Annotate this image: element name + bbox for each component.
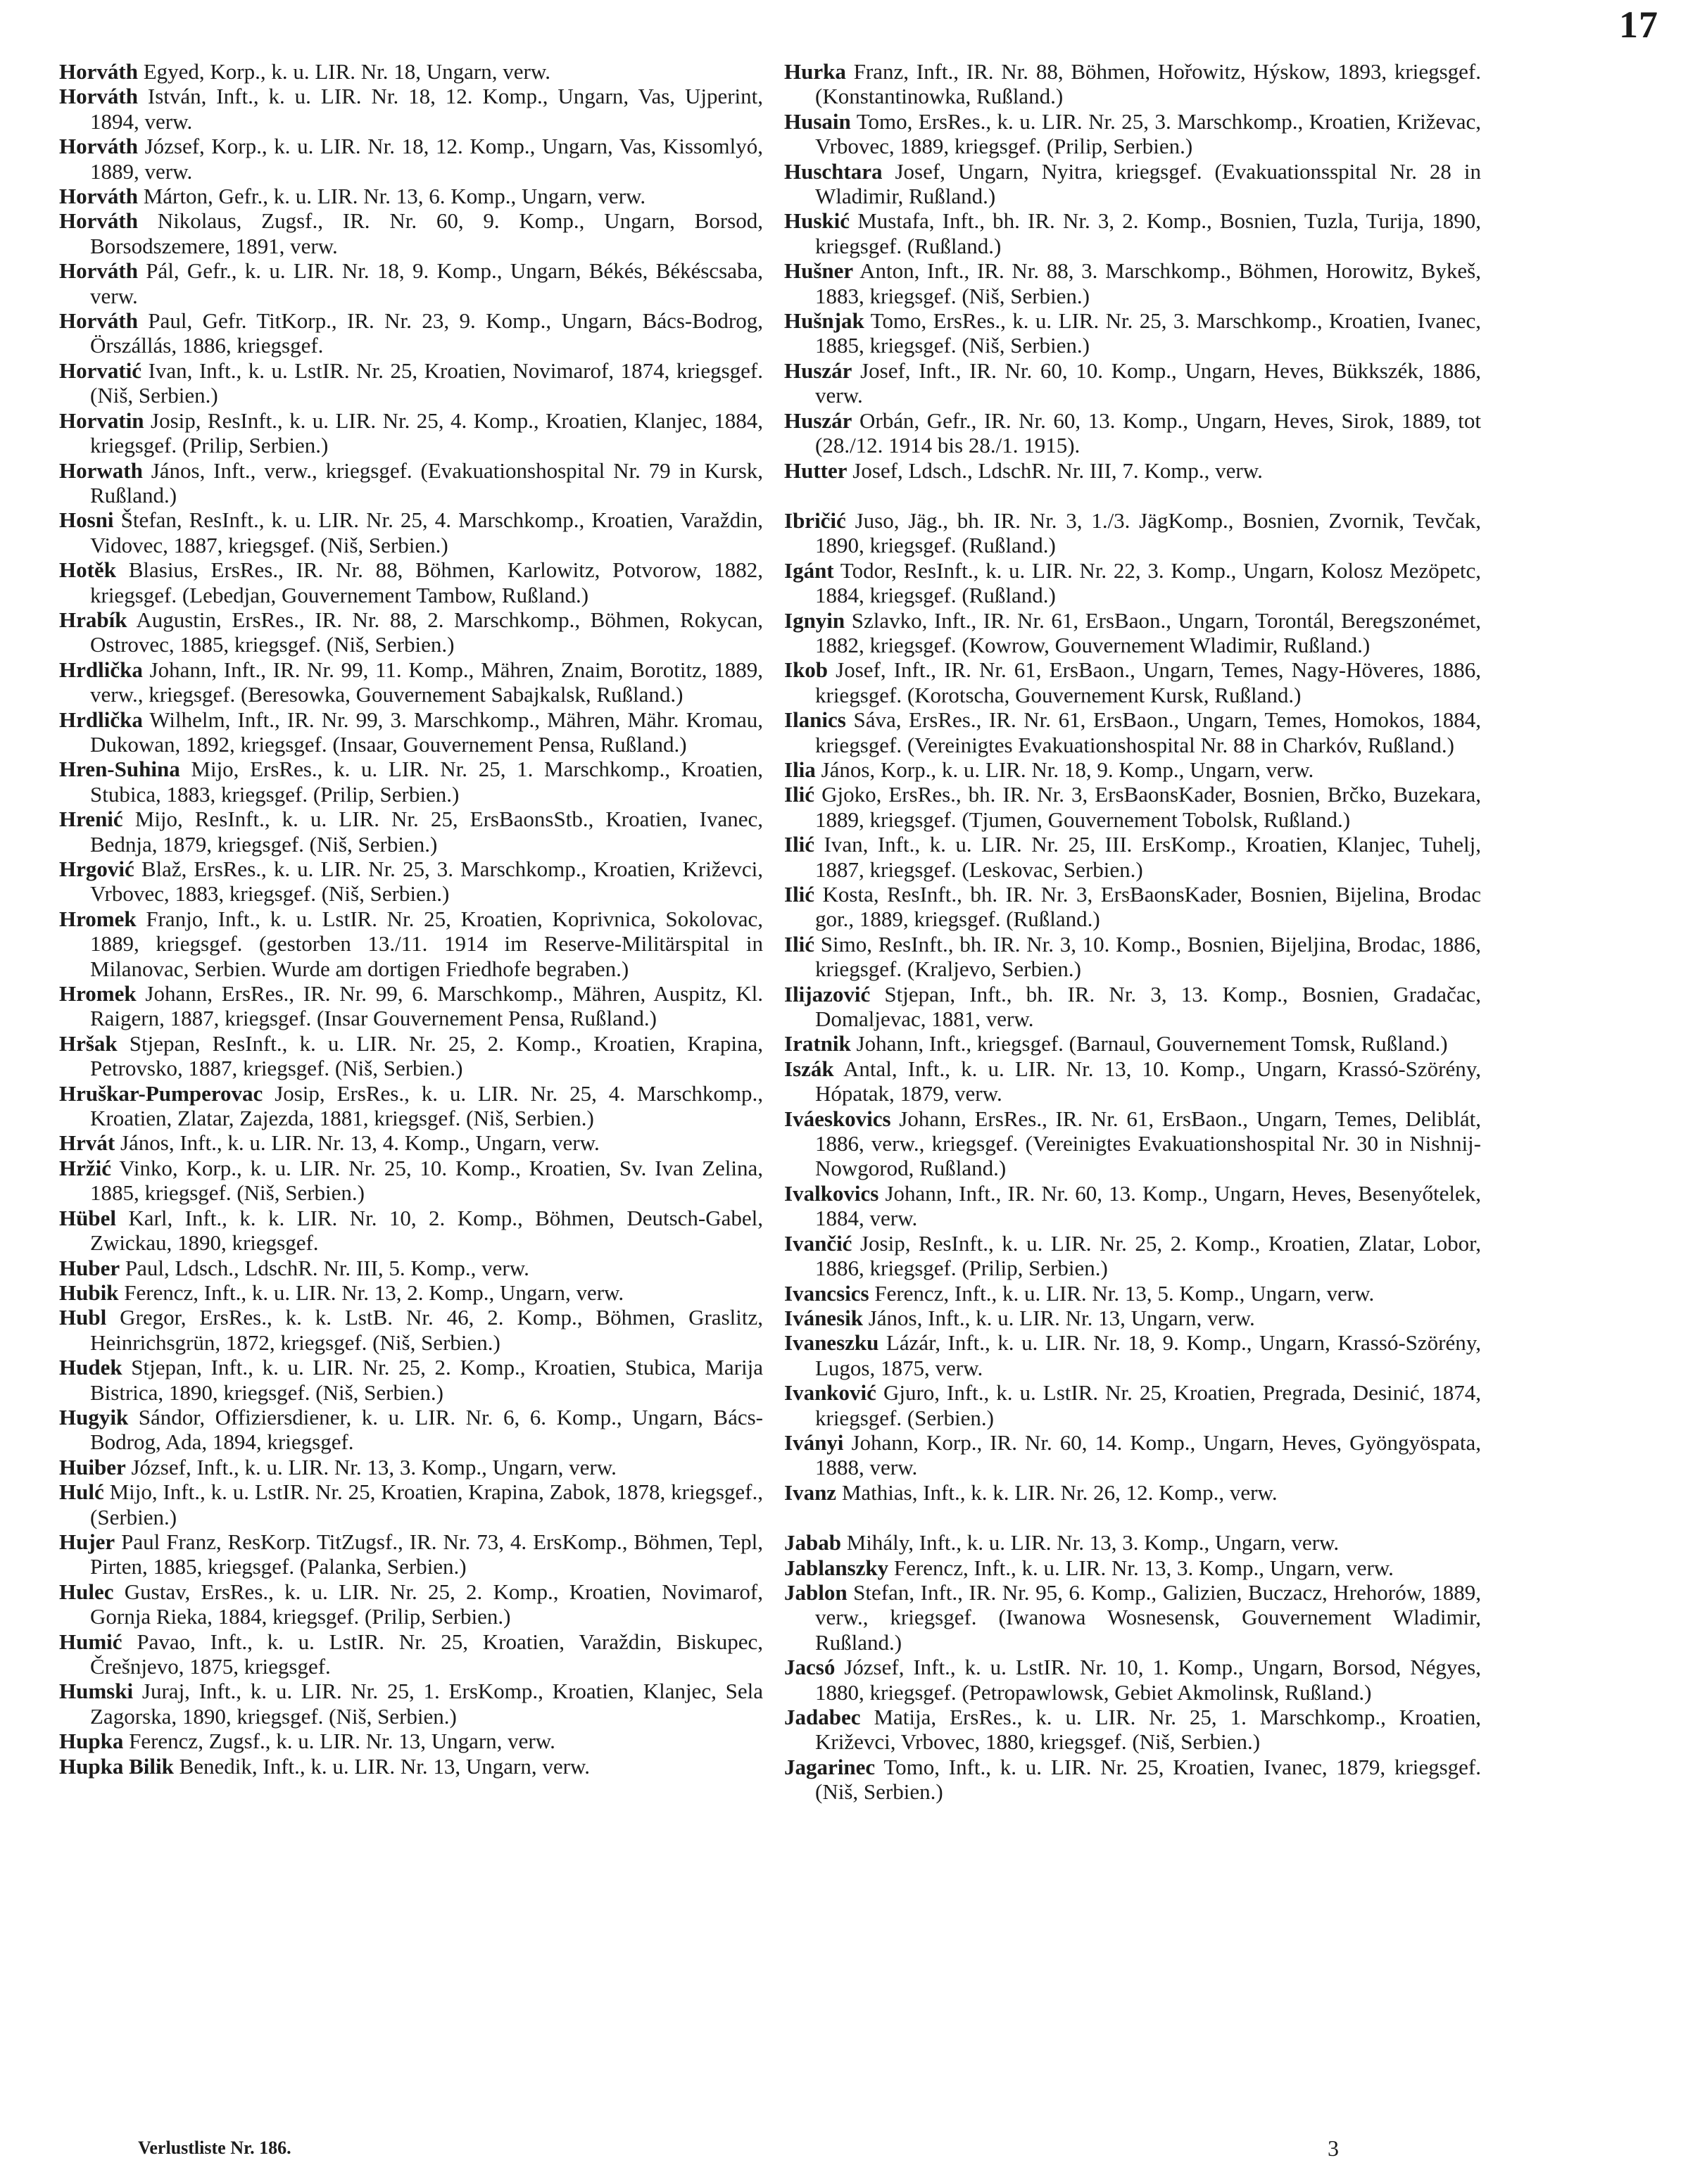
entry-details: Josef, Inft., IR. Nr. 60, 10. Komp., Ungarn, Heves, Bükkszék, 1886, verw. xyxy=(815,358,1482,408)
entry-details: Benedik, Inft., k. u. LIR. Nr. 13, Ungarn, verw. xyxy=(179,1753,591,1779)
entry-details: Szlavko, Inft., IR. Nr. 61, ErsBaon., Ungarn, Torontál, Beregszonémet, 1882, kriegsgef. (Kowrow, Gouvernement Wladimir, Rußland.) xyxy=(815,607,1482,657)
entry-details: Pál, Gefr., k. u. LIR. Nr. 18, 9. Komp., Ungarn, Békés, Békéscsaba, verw. xyxy=(90,258,764,308)
entry-details: Tomo, Inft., k. u. LIR. Nr. 25, Kroatien, Ivanec, 1879, kriegsgef. (Niš, Serbien.) xyxy=(815,1754,1481,1805)
entry-surname: Hromek xyxy=(59,981,137,1006)
left-column xyxy=(59,59,763,1779)
entry-surname: Ilanics xyxy=(784,707,846,733)
casualty-entry xyxy=(784,458,1481,483)
section-gap xyxy=(784,483,1481,508)
entry-details: Mustafa, Inft., bh. IR. Nr. 3, 2. Komp., Bosnien, Tuzla, Turija, 1890, kriegsgef. (Rußland.) xyxy=(815,208,1482,258)
entry-details: Vinko, Korp., k. u. LIR. Nr. 25, 10. Komp., Kroatien, Sv. Ivan Zelina, 1885, kriegsgef. (Niš, Serbien.) xyxy=(90,1155,763,1206)
casualty-entry xyxy=(784,308,1481,358)
entry-surname: Hršak xyxy=(59,1030,118,1056)
entry-surname: Ilia xyxy=(784,757,816,782)
casualty-entry xyxy=(784,1106,1481,1181)
casualty-entry xyxy=(59,1479,763,1529)
casualty-entry xyxy=(59,1729,763,1753)
entry-surname: Huskić xyxy=(784,208,850,234)
entry-surname: Horváth xyxy=(59,208,138,234)
casualty-entry xyxy=(59,1206,763,1256)
casualty-entry xyxy=(784,159,1481,209)
entry-surname: Hupka Bilik xyxy=(59,1753,174,1779)
casualty-entry xyxy=(59,1754,763,1779)
entry-details: Anton, Inft., IR. Nr. 88, 3. Marschkomp., Böhmen, Horowitz, Bykeš, 1883, kriegsgef. (Niš, Serbien.) xyxy=(815,258,1481,308)
casualty-entry xyxy=(59,134,763,184)
entry-surname: Hupka xyxy=(59,1729,124,1754)
casualty-entry xyxy=(59,1455,763,1479)
casualty-entry xyxy=(59,358,763,408)
entry-details: Josef, Ungarn, Nyitra, kriegsgef. (Evakuationsspital Nr. 28 in Wladimir, Rußland.) xyxy=(815,158,1482,209)
entry-surname: Hosni xyxy=(59,507,114,533)
entry-details: Sáva, ErsRes., IR. Nr. 61, ErsBaon., Ungarn, Temes, Homokos, 1884, kriegsgef. (Vereinigtes Evakuationshospital Nr. 88 in Charkóv, Rußland.) xyxy=(815,707,1481,757)
casualty-entry xyxy=(784,657,1481,707)
casualty-entry xyxy=(59,1579,763,1629)
entry-surname: Jagarinec xyxy=(784,1754,876,1779)
entry-details: János, Inft., k. u. LIR. Nr. 13, Ungarn, verw. xyxy=(868,1305,1255,1330)
entry-surname: Huber xyxy=(59,1255,120,1280)
entry-surname: Iványi xyxy=(784,1429,844,1455)
entry-surname: Hübel xyxy=(59,1205,116,1230)
entry-surname: Hujer xyxy=(59,1529,115,1554)
casualty-entry xyxy=(59,1305,763,1355)
entry-surname: Horváth xyxy=(59,184,138,209)
casualty-entry xyxy=(59,981,763,1031)
casualty-entry xyxy=(784,358,1481,408)
entry-details: Stjepan, Inft., bh. IR. Nr. 3, 13. Komp., Bosnien, Gradačac, Domaljevac, 1881, verw. xyxy=(815,981,1481,1032)
entry-surname: Ilijazović xyxy=(784,981,871,1006)
entry-surname: Hrdlička xyxy=(59,657,143,682)
casualty-entry xyxy=(784,1530,1481,1555)
entry-surname: Hržić xyxy=(59,1155,112,1180)
entry-surname: Huschtara xyxy=(784,158,883,184)
entry-surname: Ivanković xyxy=(784,1380,876,1406)
casualty-entry xyxy=(784,1031,1481,1056)
entry-surname: Hubik xyxy=(59,1280,119,1305)
entry-surname: Husain xyxy=(784,108,851,134)
entry-surname: Ivánesik xyxy=(784,1305,863,1330)
casualty-entry xyxy=(784,1056,1481,1106)
entry-details: Gustav, ErsRes., k. u. LIR. Nr. 25, 2. Komp., Kroatien, Novimarof, Gornja Rieka, 1884, kriegsgef. (Prilip, Serbien.) xyxy=(90,1579,763,1629)
casualty-entry xyxy=(59,807,763,857)
entry-surname: Horváth xyxy=(59,84,138,109)
entry-surname: Hulć xyxy=(59,1479,104,1505)
casualty-entry xyxy=(59,1629,763,1679)
entry-surname: Ivalkovics xyxy=(784,1180,879,1206)
entry-details: Josip, ResInft., k. u. LIR. Nr. 25, 2. Komp., Kroatien, Zlatar, Lobor, 1886, kriegsgef. (Prilip, Serbien.) xyxy=(815,1230,1482,1281)
casualty-entry xyxy=(784,1330,1481,1380)
casualty-entry xyxy=(59,607,763,657)
casualty-entry xyxy=(59,1156,763,1206)
casualty-entry xyxy=(59,1031,763,1081)
entry-surname: Hudek xyxy=(59,1355,122,1380)
casualty-entry xyxy=(784,707,1481,757)
entry-details: Juso, Jäg., bh. IR. Nr. 3, 1./3. JägKomp., Bosnien, Zvornik, Tevčak, 1890, kriegsgef. (Rußland.) xyxy=(815,507,1481,558)
casualty-entry xyxy=(784,1281,1481,1306)
casualty-entry xyxy=(784,1655,1481,1705)
casualty-entry xyxy=(784,757,1481,782)
entry-details: Josef, Inft., IR. Nr. 61, ErsBaon., Ungarn, Temes, Nagy-Höveres, 1886, kriegsgef. (Korotscha, Gouvernement Kursk, Rußland.) xyxy=(815,657,1481,707)
entry-details: Kosta, ResInft., bh. IR. Nr. 3, ErsBaonsKader, Bosnien, Bijelina, Brodac gor., 1889, kriegsgef. (Rußland.) xyxy=(815,882,1482,932)
casualty-entry xyxy=(784,1580,1481,1655)
entry-details: Johann, Korp., IR. Nr. 60, 14. Komp., Ungarn, Heves, Gyöngyöspata, 1888, verw. xyxy=(815,1429,1482,1480)
casualty-entry xyxy=(784,1555,1481,1580)
entry-details: József, Inft., k. u. LIR. Nr. 13, 3. Komp., Ungarn, verw. xyxy=(131,1454,617,1479)
entry-details: Gregor, ErsRes., k. k. LstB. Nr. 46, 2. Komp., Böhmen, Graslitz, Heinrichsgrün, 1872, kriegsgef. (Niš, Serbien.) xyxy=(90,1305,763,1355)
casualty-entry xyxy=(59,1355,763,1405)
entry-surname: Ignyin xyxy=(784,607,845,633)
entry-surname: Huszár xyxy=(784,408,852,433)
casualty-entry xyxy=(59,1130,763,1155)
casualty-entry xyxy=(784,1480,1481,1505)
casualty-entry xyxy=(784,608,1481,658)
casualty-entry xyxy=(784,408,1481,458)
entry-details: Stjepan, ResInft., k. u. LIR. Nr. 25, 2. Komp., Kroatien, Krapina, Petrovsko, 1887, kriegsgef. (Niš, Serbien.) xyxy=(90,1030,764,1081)
entry-details: Ferencz, Inft., k. u. LIR. Nr. 13, 3. Komp., Ungarn, verw. xyxy=(893,1555,1394,1580)
casualty-entry xyxy=(59,707,763,757)
entry-details: Pavao, Inft., k. u. LstIR. Nr. 25, Kroatien, Varaždin, Biskupec, Črešnjevo, 1875, kriegsgef. xyxy=(90,1629,763,1679)
casualty-entry xyxy=(784,508,1481,558)
entry-surname: Hutter xyxy=(784,457,848,483)
entry-surname: Hruškar-Pumperovac xyxy=(59,1080,263,1106)
entry-surname: Horvatić xyxy=(59,358,142,383)
entry-details: Matija, ErsRes., k. u. LIR. Nr. 25, 1. Marschkomp., Kroatien, Križevci, Vrbovec, 1880, kriegsgef. (Niš, Serbien.) xyxy=(815,1705,1482,1755)
entry-surname: Humić xyxy=(59,1629,122,1654)
entry-surname: Hrvát xyxy=(59,1130,115,1156)
casualty-entry xyxy=(784,1181,1481,1231)
entry-surname: Ibričić xyxy=(784,507,846,533)
entry-surname: Ilić xyxy=(784,782,815,807)
entry-surname: Horváth xyxy=(59,308,138,334)
entry-surname: Horvatin xyxy=(59,408,144,433)
entry-details: Ferencz, Zugsf., k. u. LIR. Nr. 13, Ungarn, verw. xyxy=(129,1729,555,1754)
casualty-entry xyxy=(784,208,1481,258)
casualty-entry xyxy=(59,308,763,358)
entry-surname: Iratnik xyxy=(784,1031,851,1056)
entry-details: Blaž, ErsRes., k. u. LIR. Nr. 25, 3. Marschkomp., Kroatien, Križevci, Vrbovec, 1883, kriegsgef. (Niš, Serbien.) xyxy=(90,857,763,907)
footer-issue-label: Verlustliste Nr. 186. xyxy=(138,2138,291,2158)
entry-details: Wilhelm, Inft., IR. Nr. 99, 3. Marschkomp., Mähren, Mähr. Kromau, Dukowan, 1892, kriegsgef. (Insaar, Gouvernement Pensa, Rußland.) xyxy=(90,707,763,757)
casualty-entry xyxy=(59,458,763,508)
entry-details: Augustin, ErsRes., IR. Nr. 88, 2. Marschkomp., Böhmen, Rokycan, Ostrovec, 1885, kriegsgef. (Niš, Serbien.) xyxy=(90,607,764,657)
entry-details: Mihály, Inft., k. u. LIR. Nr. 13, 3. Komp., Ungarn, verw. xyxy=(846,1530,1340,1555)
entry-details: János, Inft., k. u. LIR. Nr. 13, 4. Komp., Ungarn, verw. xyxy=(120,1130,600,1156)
entry-details: Franz, Inft., IR. Nr. 88, Böhmen, Hořowitz, Hýskow, 1893, kriegsgef. (Konstantinowka, Rußland.) xyxy=(815,59,1482,109)
entry-surname: Hrgović xyxy=(59,857,134,881)
entry-surname: Jacsó xyxy=(784,1655,836,1680)
entry-details: Josef, Ldsch., LdschR. Nr. III, 7. Komp., verw. xyxy=(852,457,1263,483)
casualty-entry xyxy=(59,258,763,308)
footer-sheet-number: 3 xyxy=(1328,2135,1339,2161)
entry-surname: Ivančić xyxy=(784,1230,852,1256)
entry-surname: Hotěk xyxy=(59,557,116,583)
entry-surname: Ikob xyxy=(784,657,829,683)
entry-details: József, Inft., k. u. LstIR. Nr. 10, 1. Komp., Ungarn, Borsod, Négyes, 1880, kriegsgef. (Petropawlowsk, Gebiet Akmolinsk, Rußland.) xyxy=(815,1655,1481,1705)
entry-surname: Horváth xyxy=(59,59,138,84)
entry-details: Mathias, Inft., k. k. LIR. Nr. 26, 12. Komp., verw. xyxy=(841,1479,1278,1505)
casualty-entry xyxy=(59,59,763,84)
entry-surname: Iváeskovics xyxy=(784,1106,891,1131)
entry-details: Blasius, ErsRes., IR. Nr. 88, Böhmen, Karlowitz, Potvorow, 1882, kriegsgef. (Lebedjan, Gouvernement Tambow, Rußland.) xyxy=(90,557,763,607)
entry-details: Ivan, Inft., k. u. LstIR. Nr. 25, Kroatien, Novimarof, 1874, kriegsgef. (Niš, Serbien.) xyxy=(90,358,763,408)
casualty-entry xyxy=(59,657,763,707)
entry-surname: Ivanz xyxy=(784,1479,837,1505)
entry-details: Stefan, Inft., IR. Nr. 95, 6. Komp., Galizien, Buczacz, Hrehorów, 1889, verw., kriegsgef. (Iwanowa Wosnesensk, Gouvernement Wladimir, Rußland.) xyxy=(815,1579,1482,1655)
entry-surname: Hušner xyxy=(784,258,854,284)
entry-details: Franjo, Inft., k. u. LstIR. Nr. 25, Kroatien, Koprivnica, Sokolovac, 1889, kriegsgef. (gestorben 13./11. 1914 im Reserve-Militärspital in Milanovac, Serbien. Wurde am dortigen Friedhofe begraben.) xyxy=(90,906,763,981)
entry-details: Tomo, ErsRes., k. u. LIR. Nr. 25, 3. Marschkomp., Kroatien, Križevac, Vrbovec, 1889, kriegsgef. (Prilip, Serbien.) xyxy=(815,108,1481,159)
entry-details: Antal, Inft., k. u. LIR. Nr. 13, 10. Komp., Ungarn, Krassó-Szörény, Hópatak, 1879, verw. xyxy=(815,1056,1481,1106)
entry-surname: Horváth xyxy=(59,134,138,159)
entry-surname: Humski xyxy=(59,1679,134,1704)
entry-details: Orbán, Gefr., IR. Nr. 60, 13. Komp., Ungarn, Heves, Sirok, 1889, tot (28./12. 1914 bis 28./1. 1915). xyxy=(815,408,1482,458)
entry-details: Johann, Inft., kriegsgef. (Barnaul, Gouvernement Tomsk, Rußland.) xyxy=(856,1031,1448,1056)
casualty-entry xyxy=(784,1755,1481,1805)
casualty-entry xyxy=(784,932,1481,982)
entry-details: Johann, ErsRes., IR. Nr. 99, 6. Marschkomp., Mähren, Auspitz, Kl. Raigern, 1887, kriegsgef. (Insar Gouvernement Pensa, Rußland.) xyxy=(90,981,763,1031)
entry-details: Tomo, ErsRes., k. u. LIR. Nr. 25, 3. Marschkomp., Kroatien, Ivanec, 1885, kriegsgef. (Niš, Serbien.) xyxy=(815,308,1481,358)
entry-surname: Ilić xyxy=(784,832,815,857)
casualty-entry xyxy=(784,558,1481,608)
entry-details: Egyed, Korp., k. u. LIR. Nr. 18, Ungarn, verw. xyxy=(143,59,550,84)
entry-details: János, Inft., verw., kriegsgef. (Evakuationshospital Nr. 79 in Kursk, Rußland.) xyxy=(90,457,764,507)
right-column xyxy=(784,59,1481,1805)
entry-surname: Ivancsics xyxy=(784,1280,869,1306)
entry-details: Paul Franz, ResKorp. TitZugsf., IR. Nr. 73, 4. ErsKomp., Böhmen, Tepl, Pirten, 1885, kriegsgef. (Palanka, Serbien.) xyxy=(90,1529,763,1579)
entry-surname: Hušnjak xyxy=(784,308,864,334)
casualty-entry xyxy=(59,1679,763,1729)
casualty-entry xyxy=(784,109,1481,159)
entry-details: Johann, ErsRes., IR. Nr. 61, ErsBaon., Ungarn, Temes, Deliblát, 1886, verw., kriegsgef. (Vereinigtes Evakuationshospital Nr. 30 in Nishnij-Nowgorod, Rußland.) xyxy=(815,1106,1482,1181)
casualty-entry xyxy=(59,208,763,258)
entry-details: Josip, ResInft., k. u. LIR. Nr. 25, 4. Komp., Kroatien, Klanjec, 1884, kriegsgef. (Prilip, Serbien.) xyxy=(90,408,764,458)
entry-details: Paul, Ldsch., LdschR. Nr. III, 5. Komp., verw. xyxy=(125,1255,529,1280)
casualty-entry xyxy=(784,1306,1481,1330)
entry-details: Stjepan, Inft., k. u. LIR. Nr. 25, 2. Komp., Kroatien, Stubica, Marija Bistrica, 1890, kriegsgef. (Niš, Serbien.) xyxy=(90,1355,763,1405)
entry-surname: Ivaneszku xyxy=(784,1330,879,1356)
page-number: 17 xyxy=(1619,4,1658,46)
casualty-entry xyxy=(59,1405,763,1455)
entry-details: Josip, ErsRes., k. u. LIR. Nr. 25, 4. Marschkomp., Kroatien, Zlatar, Zajezda, 1881, kriegsgef. (Niš, Serbien.) xyxy=(90,1080,763,1131)
casualty-entry xyxy=(784,258,1481,308)
casualty-entry xyxy=(59,507,763,557)
entry-details: Lázár, Inft., k. u. LIR. Nr. 18, 9. Komp., Ungarn, Krassó-Szörény, Lugos, 1875, verw. xyxy=(815,1330,1482,1380)
entry-surname: Ilić xyxy=(784,931,815,957)
entry-details: János, Korp., k. u. LIR. Nr. 18, 9. Komp., Ungarn, verw. xyxy=(821,757,1314,782)
entry-details: Ferencz, Inft., k. u. LIR. Nr. 13, 2. Komp., Ungarn, verw. xyxy=(124,1280,624,1305)
casualty-entry xyxy=(784,782,1481,832)
entry-details: Ivan, Inft., k. u. LIR. Nr. 25, III. ErsKomp., Kroatien, Klanjec, Tuhelj, 1887, kriegsgef. (Leskovac, Serbien.) xyxy=(815,832,1482,882)
entry-surname: Jablanszky xyxy=(784,1555,889,1580)
entry-details: Mijo, ErsRes., k. u. LIR. Nr. 25, 1. Marschkomp., Kroatien, Stubica, 1883, kriegsgef. (Prilip, Serbien.) xyxy=(90,757,763,807)
casualty-entry xyxy=(784,832,1481,882)
entry-details: Gjoko, ErsRes., bh. IR. Nr. 3, ErsBaonsKader, Bosnien, Brčko, Buzekara, 1889, kriegsgef. (Tjumen, Gouvernement Tobolsk, Rußland.) xyxy=(815,782,1481,832)
entry-details: Karl, Inft., k. k. LIR. Nr. 10, 2. Komp., Böhmen, Deutsch-Gabel, Zwickau, 1890, kriegsgef. xyxy=(90,1205,763,1256)
casualty-entry xyxy=(59,907,763,981)
entry-details: Gjuro, Inft., k. u. LstIR. Nr. 25, Kroatien, Pregrada, Desinić, 1874, kriegsgef. (Serbien.) xyxy=(815,1380,1482,1430)
entry-details: Štefan, ResInft., k. u. LIR. Nr. 25, 4. Marschkomp., Kroatien, Varaždin, Vidovec, 1887, kriegsgef. (Niš, Serbien.) xyxy=(90,507,763,557)
entry-details: Paul, Gefr. TitKorp., IR. Nr. 23, 9. Komp., Ungarn, Bács-Bodrog, Örszállás, 1886, kriegsgef. xyxy=(90,308,763,358)
casualty-entry xyxy=(59,757,763,807)
casualty-entry xyxy=(784,1430,1481,1480)
entry-details: Mijo, Inft., k. u. LstIR. Nr. 25, Kroatien, Krapina, Zabok, 1878, kriegsgef., (Serbien.) xyxy=(90,1479,763,1529)
entry-surname: Hrenić xyxy=(59,807,123,832)
entry-surname: Iszák xyxy=(784,1056,834,1081)
casualty-entry xyxy=(59,857,763,907)
entry-details: Nikolaus, Zugsf., IR. Nr. 60, 9. Komp., Ungarn, Borsod, Borsodszemere, 1891, verw. xyxy=(90,208,763,258)
casualty-entry xyxy=(59,1280,763,1305)
entry-surname: Huszár xyxy=(784,358,852,383)
entry-details: Juraj, Inft., k. u. LIR. Nr. 25, 1. ErsKomp., Kroatien, Klanjec, Sela Zagorska, 1890, kriegsgef. (Niš, Serbien.) xyxy=(90,1679,764,1729)
casualty-entry xyxy=(784,1231,1481,1281)
casualty-entry xyxy=(784,1380,1481,1430)
entry-surname: Horváth xyxy=(59,258,138,284)
casualty-entry xyxy=(784,1705,1481,1755)
entry-surname: Hromek xyxy=(59,906,137,931)
casualty-entry xyxy=(59,84,763,134)
entry-surname: Hugyik xyxy=(59,1404,129,1429)
entry-details: Johann, Inft., IR. Nr. 60, 13. Komp., Ungarn, Heves, Besenyőtelek, 1884, verw. xyxy=(815,1180,1482,1231)
entry-surname: Jabab xyxy=(784,1530,841,1555)
casualty-entry xyxy=(59,408,763,458)
casualty-entry xyxy=(784,982,1481,1032)
entry-surname: Hrdlička xyxy=(59,707,143,732)
entry-details: Simo, ResInft., bh. IR. Nr. 3, 10. Komp., Bosnien, Bijeljina, Brodac, 1886, kriegsgef. (Kraljevo, Serbien.) xyxy=(815,931,1481,982)
entry-details: István, Inft., k. u. LIR. Nr. 18, 12. Komp., Ungarn, Vas, Ujperint, 1894, verw. xyxy=(90,84,764,134)
casualty-entry xyxy=(59,1256,763,1280)
entry-surname: Hrabík xyxy=(59,607,127,632)
casualty-entry xyxy=(784,59,1481,109)
entry-surname: Hubl xyxy=(59,1305,107,1330)
entry-surname: Hulec xyxy=(59,1579,114,1604)
entry-details: Todor, ResInft., k. u. LIR. Nr. 22, 3. Komp., Ungarn, Kolosz Mezöpetc, 1884, kriegsgef. (Rußland.) xyxy=(815,557,1481,608)
entry-details: Johann, Inft., IR. Nr. 99, 11. Komp., Mähren, Znaim, Borotitz, 1889, verw., kriegsgef. (Beresowka, Gouvernement Sabajkalsk, Rußland.) xyxy=(90,657,763,707)
entry-surname: Jablon xyxy=(784,1579,848,1605)
entry-surname: Jadabec xyxy=(784,1705,861,1729)
entry-details: Márton, Gefr., k. u. LIR. Nr. 13, 6. Komp., Ungarn, verw. xyxy=(143,184,646,209)
casualty-entry xyxy=(784,882,1481,932)
entry-surname: Horwath xyxy=(59,457,143,483)
entry-details: József, Korp., k. u. LIR. Nr. 18, 12. Komp., Ungarn, Vas, Kissomlyó, 1889, verw. xyxy=(90,134,764,184)
entry-surname: Hurka xyxy=(784,59,846,84)
entry-surname: Huiber xyxy=(59,1454,126,1479)
entry-surname: Hren-Suhina xyxy=(59,757,180,782)
casualty-entry xyxy=(59,184,763,208)
entry-details: Mijo, ResInft., k. u. LIR. Nr. 25, ErsBaonsStb., Kroatien, Ivanec, Bednja, 1879, kriegsgef. (Niš, Serbien.) xyxy=(90,807,764,857)
section-gap xyxy=(784,1505,1481,1530)
entry-details: Sándor, Offiziersdiener, k. u. LIR. Nr. 6, 6. Komp., Ungarn, Bács-Bodrog, Ada, 1894, kriegsgef. xyxy=(90,1404,764,1455)
casualty-entry xyxy=(59,557,763,607)
entry-surname: Ilić xyxy=(784,882,815,907)
casualty-entry xyxy=(59,1529,763,1579)
entry-surname: Igánt xyxy=(784,557,834,583)
casualty-entry xyxy=(59,1081,763,1131)
entry-details: Ferencz, Inft., k. u. LIR. Nr. 13, 5. Komp., Ungarn, verw. xyxy=(874,1280,1375,1306)
